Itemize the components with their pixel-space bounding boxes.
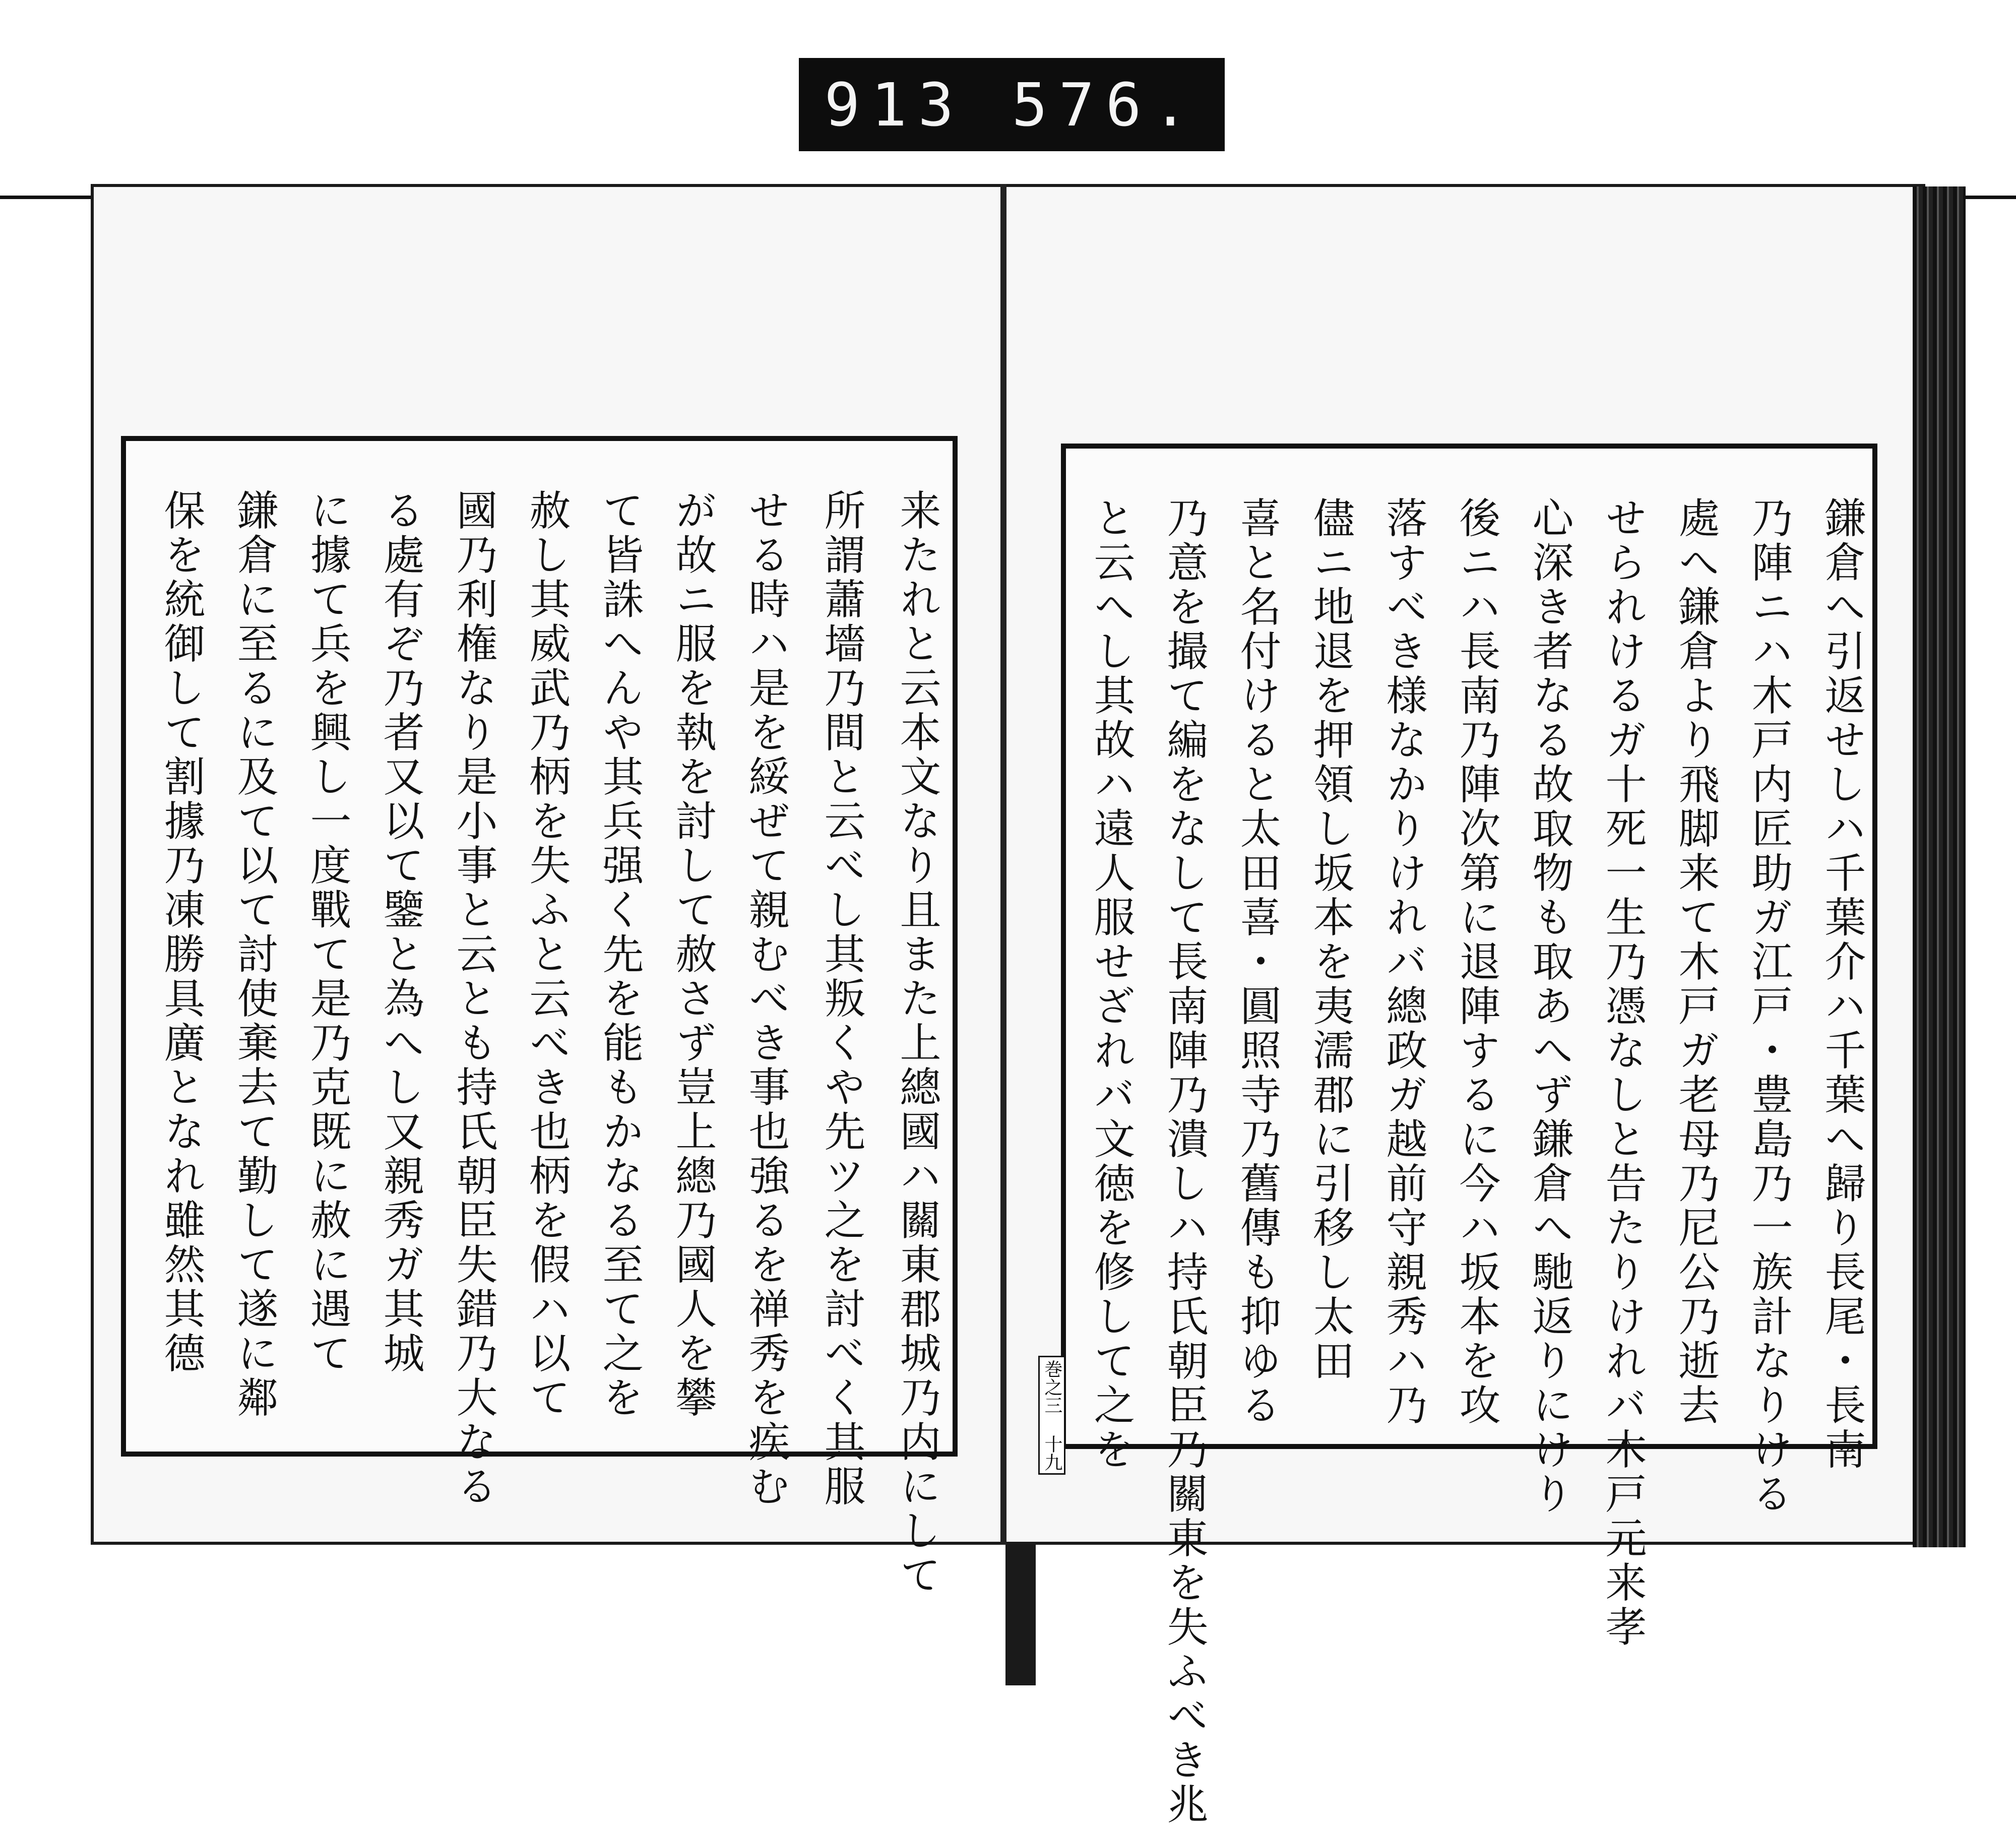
- right-text-column: 乃意を撮て編をなして長南陣乃潰しハ持氏朝臣乃關東を失ふべき兆: [1160, 496, 1208, 1827]
- shelf-call-number-label: 913 576.: [799, 58, 1225, 151]
- right-text-column: 心深き者なる故取物も取あへず鎌倉へ馳返りにけり: [1526, 496, 1573, 1517]
- book-page-edges: [1913, 186, 1966, 1547]
- right-text-frame: [1061, 444, 1877, 1827]
- left-text-column: 保を統御して割據乃凍勝具廣となれ雖然其德: [157, 489, 205, 1376]
- right-text-column: 落すべき様なかりけれバ總政ガ越前守親秀ハ乃: [1379, 496, 1427, 1428]
- binding-strip: [1005, 1545, 1036, 1685]
- right-text-column: せられけるガ十死一生乃憑なしと告たりけれバ木戸元来孝: [1599, 496, 1647, 1650]
- right-text-column: 乃陣ニハ木戸内匠助ガ江戸・豊島乃一族計なりける: [1745, 496, 1793, 1517]
- left-text-column: る處有ぞ乃者又以て鑒と為へし又親秀ガ其城: [376, 489, 424, 1376]
- right-text-column: 儘ニ地退を押領し坂本を夷濡郡に引移し太田: [1306, 496, 1354, 1383]
- right-text-column: 喜と名付けると太田喜・圓照寺乃舊傳も抑ゆる: [1233, 496, 1281, 1428]
- book-gutter: [1000, 184, 1006, 1545]
- left-text-frame: [121, 436, 958, 1598]
- page-folio-label: 巻之三 十九: [1038, 1356, 1065, 1475]
- right-text-column: 後ニハ長南乃陣次第に退陣するに今ハ坂本を攻: [1453, 496, 1500, 1428]
- right-text-column: と云へし其故ハ遠人服せざれバ文徳を修して之を: [1087, 496, 1135, 1472]
- left-text-column: に據て兵を興し一度戰て是乃克既に赦に遇て: [303, 489, 351, 1376]
- left-text-column: 國乃利権なり是小事と云とも持氏朝臣失錯乃大なる: [450, 489, 497, 1509]
- left-text-column: 来たれと云本文なり且また上總國ハ關東郡城乃内にして: [893, 489, 941, 1598]
- right-text-column: 處へ鎌倉より飛脚来て木戸ガ老母乃尼公乃逝去: [1672, 496, 1720, 1428]
- left-text-column: て皆誅へんや其兵强く先を能もかなる至て之を: [596, 489, 644, 1420]
- left-text-column: 赦し其威武乃柄を失ふと云べき也柄を假ハ以て: [523, 489, 571, 1420]
- left-text-column: 鎌倉に至るに及て以て討使棄去て勤して遂に鄰: [230, 489, 278, 1420]
- left-text-column: 所謂蕭墻乃間と云べし其叛くや先ツ之を討べく其服: [817, 489, 865, 1509]
- left-text-column: が故ニ服を執を討して赦さず豈上總乃國人を攀: [669, 489, 717, 1420]
- right-text-column: 鎌倉へ引返せしハ千葉介ハ千葉へ歸り長尾・長南: [1818, 496, 1866, 1472]
- left-text-column: せる時ハ是を綏ぜて親むべき事也強るを禅秀を疾む: [742, 489, 790, 1509]
